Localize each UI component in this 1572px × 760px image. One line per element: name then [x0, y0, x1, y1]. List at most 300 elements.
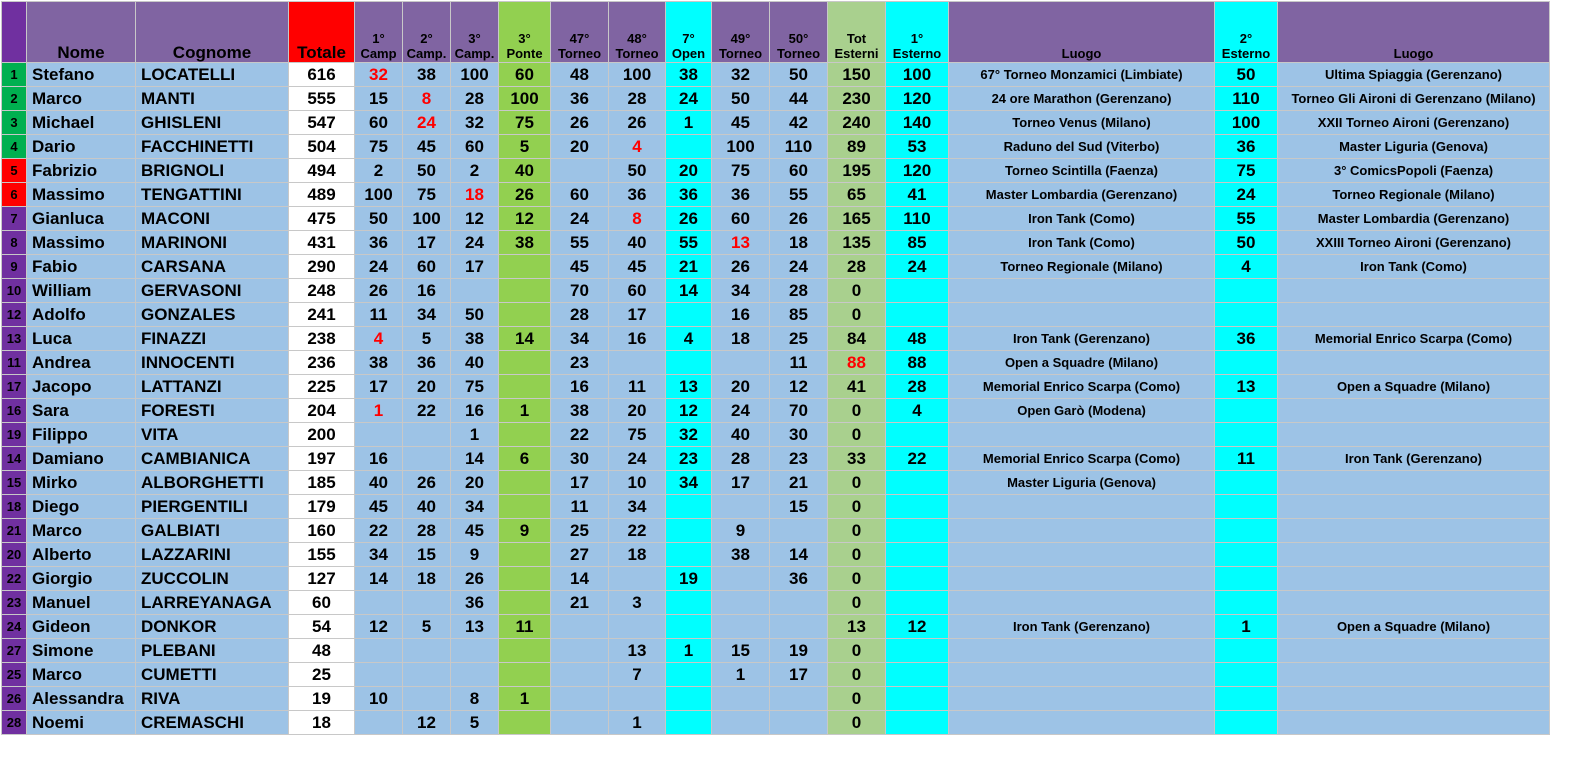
- torneo48-cell: [609, 567, 666, 591]
- rank-cell: 7: [2, 207, 27, 231]
- nome-cell: Michael: [27, 111, 136, 135]
- torneo49-cell: 13: [712, 231, 770, 255]
- camp1-cell: 1: [355, 399, 403, 423]
- esterno2-cell: 50: [1215, 231, 1278, 255]
- esterno1-cell: 41: [886, 183, 949, 207]
- tot-esterni-cell: 84: [828, 327, 886, 351]
- luogo1-cell: 67° Torneo Monzamici (Limbiate): [949, 63, 1215, 87]
- ponte-cell: 75: [499, 111, 551, 135]
- luogo1-cell: Raduno del Sud (Viterbo): [949, 135, 1215, 159]
- torneo47-cell: 48: [551, 63, 609, 87]
- camp3-cell: 32: [451, 111, 499, 135]
- rank-cell: 6: [2, 183, 27, 207]
- cognome-cell: DONKOR: [136, 615, 289, 639]
- torneo49-cell: 28: [712, 447, 770, 471]
- rank-cell: 17: [2, 375, 27, 399]
- torneo50-cell: 15: [770, 495, 828, 519]
- esterno1-cell: 88: [886, 351, 949, 375]
- totale-cell: 431: [289, 231, 355, 255]
- camp3-cell: 2: [451, 159, 499, 183]
- torneo48-cell: 100: [609, 63, 666, 87]
- cognome-cell: LATTANZI: [136, 375, 289, 399]
- esterno2-cell: 4: [1215, 255, 1278, 279]
- ponte-cell: [499, 423, 551, 447]
- luogo2-cell: [1278, 639, 1550, 663]
- ranking-table: [1, 1, 1550, 735]
- header-luogo1: Luogo: [949, 2, 1215, 63]
- torneo47-cell: 20: [551, 135, 609, 159]
- esterno2-cell: [1215, 663, 1278, 687]
- totale-cell: 204: [289, 399, 355, 423]
- luogo2-cell: Torneo Gli Aironi di Gerenzano (Milano): [1278, 87, 1550, 111]
- open-cell: 23: [666, 447, 712, 471]
- totale-cell: 155: [289, 543, 355, 567]
- esterno1-cell: [886, 471, 949, 495]
- camp2-cell: [403, 423, 451, 447]
- camp3-cell: 38: [451, 327, 499, 351]
- totale-cell: 290: [289, 255, 355, 279]
- torneo49-cell: 100: [712, 135, 770, 159]
- luogo1-cell: [949, 423, 1215, 447]
- cognome-cell: LARREYANAGA: [136, 591, 289, 615]
- cognome-cell: ZUCCOLIN: [136, 567, 289, 591]
- torneo49-cell: 20: [712, 375, 770, 399]
- cognome-cell: MACONI: [136, 207, 289, 231]
- header-totale: Totale: [289, 2, 355, 63]
- camp2-cell: 20: [403, 375, 451, 399]
- torneo50-cell: 36: [770, 567, 828, 591]
- torneo50-cell: 50: [770, 63, 828, 87]
- cognome-cell: GONZALES: [136, 303, 289, 327]
- luogo2-cell: [1278, 495, 1550, 519]
- rank-cell: 23: [2, 591, 27, 615]
- ponte-cell: [499, 591, 551, 615]
- torneo50-cell: 28: [770, 279, 828, 303]
- tot-esterni-cell: 0: [828, 399, 886, 423]
- nome-cell: Fabio: [27, 255, 136, 279]
- esterno1-cell: 28: [886, 375, 949, 399]
- torneo47-cell: 60: [551, 183, 609, 207]
- torneo50-cell: 55: [770, 183, 828, 207]
- rank-cell: 2: [2, 87, 27, 111]
- luogo1-cell: Open Garò (Modena): [949, 399, 1215, 423]
- camp3-cell: 14: [451, 447, 499, 471]
- tot-esterni-cell: 0: [828, 687, 886, 711]
- cognome-cell: TENGATTINI: [136, 183, 289, 207]
- luogo2-cell: Iron Tank (Como): [1278, 255, 1550, 279]
- camp1-cell: 11: [355, 303, 403, 327]
- torneo50-cell: 19: [770, 639, 828, 663]
- torneo48-cell: 40: [609, 231, 666, 255]
- camp2-cell: 60: [403, 255, 451, 279]
- ponte-cell: 26: [499, 183, 551, 207]
- open-cell: 36: [666, 183, 712, 207]
- camp3-cell: 100: [451, 63, 499, 87]
- torneo50-cell: 24: [770, 255, 828, 279]
- camp2-cell: 24: [403, 111, 451, 135]
- tot-esterni-cell: 0: [828, 495, 886, 519]
- luogo2-cell: Iron Tank (Gerenzano): [1278, 447, 1550, 471]
- luogo2-cell: XXII Torneo Aironi (Gerenzano): [1278, 111, 1550, 135]
- torneo50-cell: 85: [770, 303, 828, 327]
- luogo1-cell: [949, 663, 1215, 687]
- table-row: [2, 495, 1550, 519]
- cognome-cell: BRIGNOLI: [136, 159, 289, 183]
- ponte-cell: [499, 711, 551, 735]
- torneo49-cell: 24: [712, 399, 770, 423]
- luogo1-cell: Iron Tank (Como): [949, 231, 1215, 255]
- torneo48-cell: 4: [609, 135, 666, 159]
- table-header: [2, 2, 1550, 63]
- totale-cell: 160: [289, 519, 355, 543]
- totale-cell: 185: [289, 471, 355, 495]
- luogo1-cell: Master Lombardia (Gerenzano): [949, 183, 1215, 207]
- luogo1-cell: [949, 543, 1215, 567]
- open-cell: [666, 495, 712, 519]
- camp2-cell: 12: [403, 711, 451, 735]
- camp1-cell: 50: [355, 207, 403, 231]
- nome-cell: Massimo: [27, 231, 136, 255]
- header-open: 7° Open: [666, 2, 712, 63]
- luogo1-cell: Iron Tank (Como): [949, 207, 1215, 231]
- luogo2-cell: [1278, 351, 1550, 375]
- rank-cell: 22: [2, 567, 27, 591]
- torneo47-cell: 45: [551, 255, 609, 279]
- camp2-cell: [403, 639, 451, 663]
- totale-cell: 127: [289, 567, 355, 591]
- luogo2-cell: [1278, 471, 1550, 495]
- rank-cell: 13: [2, 327, 27, 351]
- tot-esterni-cell: 28: [828, 255, 886, 279]
- table-row: [2, 207, 1550, 231]
- torneo48-cell: 50: [609, 159, 666, 183]
- tot-esterni-cell: 0: [828, 543, 886, 567]
- camp3-cell: [451, 639, 499, 663]
- esterno1-cell: [886, 639, 949, 663]
- camp3-cell: 24: [451, 231, 499, 255]
- open-cell: 55: [666, 231, 712, 255]
- nome-cell: Mirko: [27, 471, 136, 495]
- camp3-cell: 17: [451, 255, 499, 279]
- camp2-cell: 36: [403, 351, 451, 375]
- luogo1-cell: [949, 591, 1215, 615]
- cognome-cell: LAZZARINI: [136, 543, 289, 567]
- torneo47-cell: 70: [551, 279, 609, 303]
- torneo47-cell: 55: [551, 231, 609, 255]
- camp3-cell: 13: [451, 615, 499, 639]
- totale-cell: 616: [289, 63, 355, 87]
- camp3-cell: 8: [451, 687, 499, 711]
- totale-cell: 547: [289, 111, 355, 135]
- rank-cell: 4: [2, 135, 27, 159]
- open-cell: [666, 711, 712, 735]
- open-cell: 1: [666, 111, 712, 135]
- camp1-cell: 22: [355, 519, 403, 543]
- ponte-cell: [499, 375, 551, 399]
- camp1-cell: [355, 423, 403, 447]
- esterno1-cell: [886, 279, 949, 303]
- tot-esterni-cell: 88: [828, 351, 886, 375]
- header-cognome: Cognome: [136, 2, 289, 63]
- table-row: [2, 567, 1550, 591]
- tot-esterni-cell: 13: [828, 615, 886, 639]
- camp3-cell: 34: [451, 495, 499, 519]
- esterno2-cell: 75: [1215, 159, 1278, 183]
- esterno1-cell: [886, 303, 949, 327]
- cognome-cell: PIERGENTILI: [136, 495, 289, 519]
- esterno2-cell: 55: [1215, 207, 1278, 231]
- torneo50-cell: 11: [770, 351, 828, 375]
- nome-cell: Marco: [27, 663, 136, 687]
- tot-esterni-cell: 240: [828, 111, 886, 135]
- luogo1-cell: Torneo Scintilla (Faenza): [949, 159, 1215, 183]
- luogo1-cell: [949, 279, 1215, 303]
- nome-cell: William: [27, 279, 136, 303]
- torneo47-cell: 36: [551, 87, 609, 111]
- rank-cell: 28: [2, 711, 27, 735]
- torneo48-cell: [609, 351, 666, 375]
- torneo50-cell: 21: [770, 471, 828, 495]
- camp2-cell: 40: [403, 495, 451, 519]
- ponte-cell: [499, 495, 551, 519]
- rank-cell: 12: [2, 303, 27, 327]
- torneo48-cell: [609, 687, 666, 711]
- luogo2-cell: [1278, 711, 1550, 735]
- torneo49-cell: 50: [712, 87, 770, 111]
- torneo49-cell: 17: [712, 471, 770, 495]
- rank-cell: 5: [2, 159, 27, 183]
- torneo47-cell: 21: [551, 591, 609, 615]
- torneo50-cell: 30: [770, 423, 828, 447]
- table-row: [2, 183, 1550, 207]
- table-row: [2, 63, 1550, 87]
- nome-cell: Andrea: [27, 351, 136, 375]
- ponte-cell: [499, 471, 551, 495]
- esterno1-cell: [886, 711, 949, 735]
- rank-cell: 11: [2, 351, 27, 375]
- esterno2-cell: 1: [1215, 615, 1278, 639]
- table-row: [2, 423, 1550, 447]
- luogo1-cell: [949, 303, 1215, 327]
- torneo48-cell: 28: [609, 87, 666, 111]
- ponte-cell: [499, 663, 551, 687]
- totale-cell: 60: [289, 591, 355, 615]
- luogo1-cell: [949, 519, 1215, 543]
- torneo49-cell: [712, 495, 770, 519]
- torneo47-cell: 28: [551, 303, 609, 327]
- ponte-cell: 1: [499, 399, 551, 423]
- torneo49-cell: [712, 351, 770, 375]
- table-row: [2, 615, 1550, 639]
- luogo2-cell: [1278, 663, 1550, 687]
- luogo2-cell: Open a Squadre (Milano): [1278, 615, 1550, 639]
- open-cell: 21: [666, 255, 712, 279]
- camp1-cell: [355, 711, 403, 735]
- table-row: [2, 399, 1550, 423]
- esterno2-cell: 36: [1215, 327, 1278, 351]
- totale-cell: 179: [289, 495, 355, 519]
- torneo48-cell: 26: [609, 111, 666, 135]
- totale-cell: 25: [289, 663, 355, 687]
- esterno2-cell: [1215, 303, 1278, 327]
- table-row: [2, 687, 1550, 711]
- totale-cell: 475: [289, 207, 355, 231]
- esterno2-cell: [1215, 687, 1278, 711]
- camp1-cell: 40: [355, 471, 403, 495]
- torneo49-cell: [712, 591, 770, 615]
- camp3-cell: 12: [451, 207, 499, 231]
- cognome-cell: RIVA: [136, 687, 289, 711]
- camp1-cell: [355, 591, 403, 615]
- cognome-cell: ALBORGHETTI: [136, 471, 289, 495]
- torneo50-cell: [770, 687, 828, 711]
- rank-cell: 19: [2, 423, 27, 447]
- camp2-cell: 38: [403, 63, 451, 87]
- cognome-cell: FORESTI: [136, 399, 289, 423]
- tot-esterni-cell: 230: [828, 87, 886, 111]
- esterno1-cell: 120: [886, 87, 949, 111]
- ponte-cell: 40: [499, 159, 551, 183]
- camp2-cell: 5: [403, 327, 451, 351]
- torneo50-cell: [770, 519, 828, 543]
- camp3-cell: 50: [451, 303, 499, 327]
- nome-cell: Sara: [27, 399, 136, 423]
- cognome-cell: GALBIATI: [136, 519, 289, 543]
- cognome-cell: CUMETTI: [136, 663, 289, 687]
- rank-cell: 8: [2, 231, 27, 255]
- torneo50-cell: 12: [770, 375, 828, 399]
- torneo50-cell: 110: [770, 135, 828, 159]
- rank-cell: 18: [2, 495, 27, 519]
- camp3-cell: 5: [451, 711, 499, 735]
- luogo2-cell: Memorial Enrico Scarpa (Como): [1278, 327, 1550, 351]
- torneo48-cell: 20: [609, 399, 666, 423]
- torneo48-cell: 3: [609, 591, 666, 615]
- open-cell: [666, 615, 712, 639]
- ponte-cell: 11: [499, 615, 551, 639]
- camp2-cell: [403, 591, 451, 615]
- esterno2-cell: 24: [1215, 183, 1278, 207]
- table-row: [2, 231, 1550, 255]
- luogo2-cell: Master Lombardia (Gerenzano): [1278, 207, 1550, 231]
- nome-cell: Marco: [27, 519, 136, 543]
- table-row: [2, 639, 1550, 663]
- luogo1-cell: [949, 495, 1215, 519]
- table-row: [2, 87, 1550, 111]
- luogo2-cell: [1278, 519, 1550, 543]
- esterno1-cell: 48: [886, 327, 949, 351]
- table-row: [2, 375, 1550, 399]
- camp1-cell: 24: [355, 255, 403, 279]
- camp3-cell: 26: [451, 567, 499, 591]
- torneo48-cell: 22: [609, 519, 666, 543]
- open-cell: 1: [666, 639, 712, 663]
- nome-cell: Noemi: [27, 711, 136, 735]
- camp1-cell: 2: [355, 159, 403, 183]
- rank-cell: 9: [2, 255, 27, 279]
- torneo47-cell: 34: [551, 327, 609, 351]
- totale-cell: 19: [289, 687, 355, 711]
- torneo50-cell: 70: [770, 399, 828, 423]
- nome-cell: Massimo: [27, 183, 136, 207]
- tot-esterni-cell: 0: [828, 663, 886, 687]
- camp2-cell: [403, 663, 451, 687]
- torneo49-cell: 16: [712, 303, 770, 327]
- torneo48-cell: [609, 615, 666, 639]
- torneo49-cell: [712, 615, 770, 639]
- camp1-cell: 26: [355, 279, 403, 303]
- torneo49-cell: 1: [712, 663, 770, 687]
- open-cell: 34: [666, 471, 712, 495]
- open-cell: 38: [666, 63, 712, 87]
- luogo2-cell: Master Liguria (Genova): [1278, 135, 1550, 159]
- nome-cell: Jacopo: [27, 375, 136, 399]
- rank-cell: 16: [2, 399, 27, 423]
- header-camp3: 3° Camp.: [451, 2, 499, 63]
- totale-cell: 489: [289, 183, 355, 207]
- camp1-cell: 12: [355, 615, 403, 639]
- totale-cell: 241: [289, 303, 355, 327]
- torneo50-cell: [770, 591, 828, 615]
- tot-esterni-cell: 33: [828, 447, 886, 471]
- camp1-cell: 10: [355, 687, 403, 711]
- camp2-cell: 100: [403, 207, 451, 231]
- camp3-cell: 1: [451, 423, 499, 447]
- table-row: [2, 519, 1550, 543]
- header-rank: [2, 2, 27, 63]
- cognome-cell: FINAZZI: [136, 327, 289, 351]
- luogo2-cell: [1278, 567, 1550, 591]
- torneo47-cell: 22: [551, 423, 609, 447]
- rank-cell: 10: [2, 279, 27, 303]
- luogo2-cell: Ultima Spiaggia (Gerenzano): [1278, 63, 1550, 87]
- torneo47-cell: 17: [551, 471, 609, 495]
- esterno2-cell: [1215, 591, 1278, 615]
- camp2-cell: 45: [403, 135, 451, 159]
- ponte-cell: 60: [499, 63, 551, 87]
- luogo1-cell: Memorial Enrico Scarpa (Como): [949, 375, 1215, 399]
- camp2-cell: 18: [403, 567, 451, 591]
- esterno2-cell: [1215, 639, 1278, 663]
- cognome-cell: VITA: [136, 423, 289, 447]
- open-cell: 32: [666, 423, 712, 447]
- camp3-cell: 45: [451, 519, 499, 543]
- ponte-cell: [499, 351, 551, 375]
- ponte-cell: 38: [499, 231, 551, 255]
- nome-cell: Dario: [27, 135, 136, 159]
- torneo47-cell: 38: [551, 399, 609, 423]
- totale-cell: 248: [289, 279, 355, 303]
- camp2-cell: 26: [403, 471, 451, 495]
- table-row: [2, 111, 1550, 135]
- cognome-cell: CAMBIANICA: [136, 447, 289, 471]
- camp1-cell: 34: [355, 543, 403, 567]
- nome-cell: Giorgio: [27, 567, 136, 591]
- camp3-cell: 28: [451, 87, 499, 111]
- totale-cell: 555: [289, 87, 355, 111]
- torneo47-cell: [551, 663, 609, 687]
- tot-esterni-cell: 0: [828, 303, 886, 327]
- esterno2-cell: 50: [1215, 63, 1278, 87]
- cognome-cell: LOCATELLI: [136, 63, 289, 87]
- table-body: [2, 63, 1550, 735]
- luogo2-cell: [1278, 303, 1550, 327]
- torneo48-cell: 45: [609, 255, 666, 279]
- camp1-cell: 4: [355, 327, 403, 351]
- tot-esterni-cell: 135: [828, 231, 886, 255]
- open-cell: 12: [666, 399, 712, 423]
- luogo1-cell: [949, 687, 1215, 711]
